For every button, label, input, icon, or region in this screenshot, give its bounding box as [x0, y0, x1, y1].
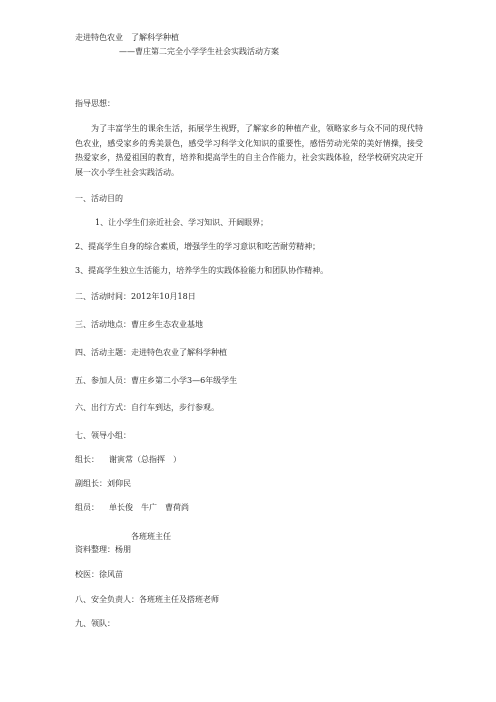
leadership-heading: 七、领导小组：: [75, 431, 131, 440]
materials-organizer: 资料整理：杨朋: [75, 545, 131, 554]
goal-item-1: 1、让小学生们亲近社会、学习知识、开阔眼界；: [95, 218, 269, 227]
school-doctor: 校医：徐风苗: [75, 570, 123, 579]
leader-value: 谢寅常（总指挥 ）: [109, 455, 181, 464]
goal-item-3: 3、提高学生独立生活能力，培养学生的实践体验能力和团队协作精神。: [75, 266, 329, 275]
activity-place: 三、活动地点：曹庄乡生态农业基地: [75, 320, 203, 329]
class-teachers: 各班班主任: [131, 532, 171, 541]
travel-mode: 六、出行方式：自行车到达，步行参观。: [75, 403, 219, 412]
document-subtitle: ——曹庄第二完全小学学生社会实践活动方案: [119, 47, 279, 56]
guiding-heading: 指导思想：: [75, 99, 115, 108]
goal-heading: 一、活动目的: [75, 194, 123, 203]
lead-team: 九、领队：: [75, 619, 115, 628]
safety-officer: 八、安全负责人：各班班主任及搭班老师: [75, 595, 219, 604]
activity-theme: 四、活动主题：走进特色农业了解科学种植: [75, 348, 227, 357]
document-title: 走进特色农业 了解科学种植: [75, 33, 179, 42]
activity-time: 二、活动时间：2012年10月18日: [75, 292, 196, 301]
deputy-leader: 副组长：刘仰民: [75, 479, 131, 488]
participants: 五、参加人员：曹庄乡第二小学3—6年级学生: [75, 376, 238, 385]
members-value: 单长俊 牛广 曹荷尚: [109, 503, 189, 512]
members-label: 组员：: [75, 503, 99, 512]
leader-label: 组长：: [75, 455, 99, 464]
goal-item-2: 2、提高学生自身的综合素质，增强学生的学习意识和吃苦耐劳精神；: [75, 242, 321, 251]
guiding-paragraph: 为了丰富学生的课余生活，拓展学生视野，了解家乡的种植产业，领略家乡与众不同的现代特色农业，感受家乡的秀美景色，感受学习科学文化知识的重要性，感悟劳动光荣的美好情操，接受热爱家乡，热爱祖国的教育，培养和提高学生的自主合作能力，社会实践体验，经学校研究决定开展一次小学生社会实践活动。: [75, 124, 423, 177]
